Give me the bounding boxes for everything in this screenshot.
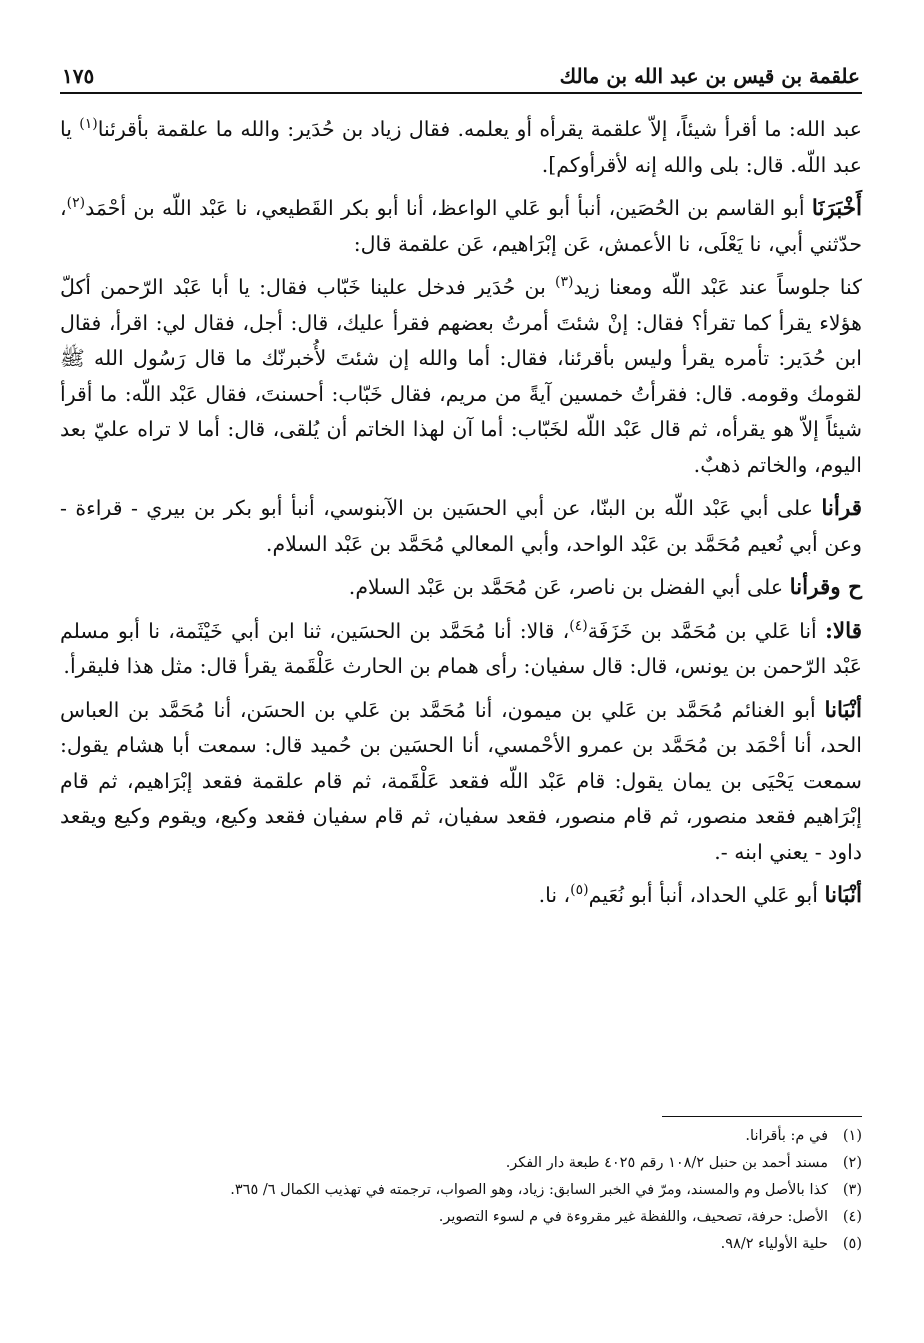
paragraph xyxy=(60,693,862,871)
paragraph-text: ، نا. xyxy=(538,883,571,907)
paragraph-lead-word: أنْبَانا xyxy=(824,697,862,723)
page-header xyxy=(60,50,862,94)
page-number: ١٧٥ xyxy=(62,64,95,88)
footnote-number: (٥) xyxy=(842,1236,862,1252)
footnotes xyxy=(60,1116,862,1258)
paragraph-lead-word: قالا: xyxy=(824,618,862,644)
footnote-ref: (٣) xyxy=(555,274,574,291)
paragraph-text: على أبي الفضل بن ناصر، عَن مُحَمَّد بن عَبْد السلام. xyxy=(348,575,790,599)
footnote-number: (٢) xyxy=(842,1155,862,1171)
paragraph-text: على أبي عَبْد اللّه بن البنّا، عن أبي الحسَين بن الآبنوسي، أنبأ أبو بكر بن بيري - قراءة - وعن أبي نُعيم مُحَمَّد بن عَبْد الواحد، وأبي المعالي مُحَمَّد بن عَبْد السلام. xyxy=(60,496,862,556)
footnote xyxy=(60,1123,862,1150)
paragraph-text: أنا عَلي بن مُحَمَّد بن خَزَفَة xyxy=(587,618,825,643)
footnote-text: في م: بأقرانا. xyxy=(745,1128,828,1144)
footnote xyxy=(60,1231,862,1258)
paragraph-lead-word: ح وقرأنا xyxy=(789,575,862,600)
footnote-text: الأصل: حرفة، تصحيف، واللفظة غير مقروءة في م لسوء التصوير. xyxy=(438,1209,828,1225)
paragraph-text: يا عبد اللّه. قال: بلى والله إنه لأقرأوكم]. xyxy=(60,117,862,177)
paragraph xyxy=(60,878,862,914)
footnote-number: (٤) xyxy=(842,1209,862,1225)
footnote-list xyxy=(60,1123,862,1258)
footnote-rule xyxy=(662,1116,862,1117)
footnote-ref: (١) xyxy=(79,116,98,133)
footnote-number: (١) xyxy=(842,1128,862,1144)
footnote-text: مسند أحمد بن حنبل ١٠٨/٢ رقم ٤٠٢٥ طبعة دار الفكر. xyxy=(505,1155,828,1171)
footnote-ref: (٥) xyxy=(570,882,589,899)
footnote xyxy=(60,1204,862,1231)
footnote xyxy=(60,1177,862,1204)
paragraph xyxy=(60,614,862,685)
main-text xyxy=(60,112,862,914)
footnote-ref: (٢) xyxy=(66,195,86,212)
footnote-text: حلية الأولياء ٩٨/٢. xyxy=(720,1236,828,1252)
paragraph-lead-word: قرأنا xyxy=(821,496,862,521)
paragraph-text: كنا جلوساً عند عَبْد اللّه ومعنا زيد xyxy=(573,275,862,299)
paragraph-text: ، حدّثني أبي، نا يَعْلَى، نا الأعمش، عَن إبْرَاهيم، عَن علقمة قال: xyxy=(60,196,862,256)
paragraph xyxy=(60,270,862,483)
paragraph-text: بن حُدَير فدخل علينا خَبّاب فقال: يا أبا عَبْد الرّحمن أكلّ هؤلاء يقرأ كما تقرأ؟ فقال: إنْ شئتَ أمرتُ بعضهم فقرأ عليك، قال: أجل، فقال لي: اقرأ، فقال ابن حُدَير: تأمره يقرأ وليس بأقرئنا، فقال: أما والله إن شئتَ لأُخبرنّك ما قال رَسُول الله ﷺ لقومك وقومه. قال: فقرأتُ خمسين آيةً من مريم، فقال خَبّاب: أحسنتَ، فقال عَبْد اللّه: ما أقرأ شيئاً إلاّ هو يقرأه، ثم قال عَبْد اللّه لخَبّاب: أما آن لهذا الخاتم أن يُلقى، قال: أما لا تراه عليّ بعد اليوم، والخاتم ذهبٌ. xyxy=(60,275,862,477)
paragraph xyxy=(60,112,862,183)
paragraph-text: أبو عَلي الحداد، أنبأ أبو نُعَيم xyxy=(588,883,825,907)
paragraph-text: أبو القاسم بن الحُصَين، أنبأ أبو عَلي الواعظ، أنا أبو بكر القَطيعي، نا عَبْد اللّه بن أحْمَد xyxy=(85,196,812,220)
running-title: علقمة بن قيس بن عبد الله بن مالك xyxy=(559,64,860,88)
footnote-text: كذا بالأصل وم والمسند، ومرّ في الخبر السابق: زياد، وهو الصواب، ترجمته في تهذيب الكمال ٦/ ٣٦٥. xyxy=(230,1182,828,1198)
paragraph-text: عبد الله: ما أقرأ شيئاً، إلاّ علقمة يقرأه أو يعلمه. فقال زياد بن حُدَير: والله ما علقمة بأقرئنا xyxy=(97,117,862,141)
paragraph-lead-word: أَخْبَرَنَا xyxy=(811,196,862,221)
paragraph xyxy=(60,570,862,606)
footnote xyxy=(60,1150,862,1177)
paragraph-text: أبو الغنائم مُحَمَّد بن عَلي بن ميمون، أنا مُحَمَّد بن عَلي بن الحسَن، أنا مُحَمَّد بن العباس الحد، أنا أحْمَد بن مُحَمَّد بن عمرو الأحْمسي، أنا الحسَين بن حُميد قال: سمعت أبا هشام يقول: سمعت يَحْيَى بن يمان يقول: قام عَبْد اللّه فقعد عَلْقَمة، ثم قام علقمة فقعد إبْرَاهيم، ثم قام إبْرَاهيم فقعد منصور، ثم قام منصور، فقعد سفيان، ثم قام سفيان فقعد وكيع، ويقوم وكيع ويقعد داود - يعني ابنه -. xyxy=(60,697,862,864)
footnote-ref: (٤) xyxy=(569,617,588,634)
paragraph-lead-word: أنْبَانا xyxy=(824,883,862,908)
footnote-number: (٣) xyxy=(842,1182,862,1198)
paragraph-text: ، قالا: أنا مُحَمَّد بن الحسَين، ثنا ابن أبي خَيْثَمة، نا أبو مسلم عَبْد الرّحمن بن يونس، قال: قال سفيان: رأى همام بن الحارث عَلْقَمة يقرأ قال: مثل هذا فليقرأ. xyxy=(60,618,862,678)
paragraph xyxy=(60,191,862,262)
paragraph xyxy=(60,491,862,562)
